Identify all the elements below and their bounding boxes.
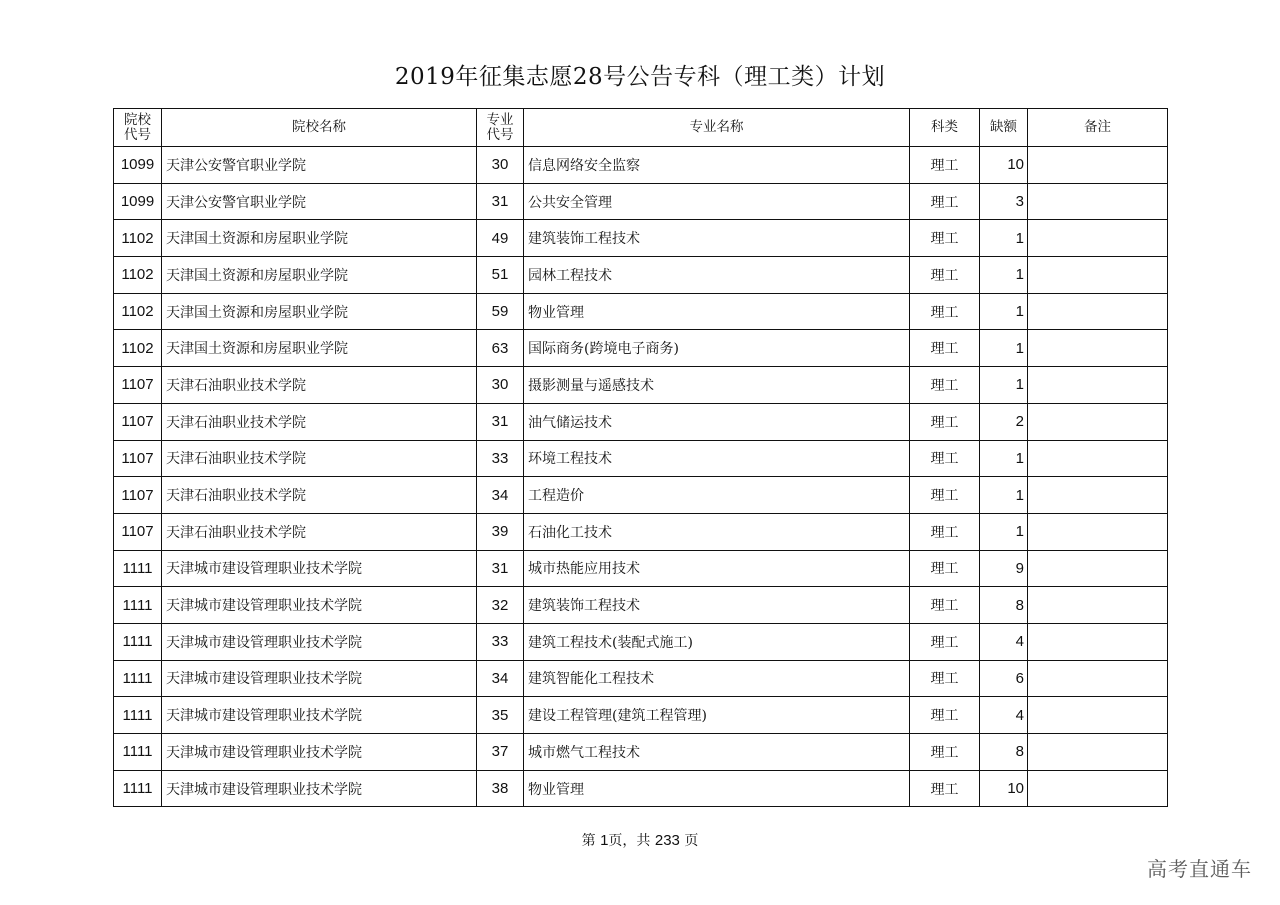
- cell-school-name: 天津国土资源和房屋职业学院: [162, 293, 477, 330]
- table-row: [114, 513, 1168, 550]
- cell-major-name: 物业管理: [524, 293, 910, 330]
- cell-major-name: 国际商务(跨境电子商务): [524, 330, 910, 367]
- table-row: [114, 623, 1168, 660]
- table-row: [114, 257, 1168, 294]
- cell-category: 理工: [910, 550, 980, 587]
- footer-suffix: 页: [684, 833, 699, 849]
- table-row: [114, 293, 1168, 330]
- cell-major-code: 35: [477, 697, 524, 734]
- cell-major-name: 建筑智能化工程技术: [524, 660, 910, 697]
- cell-school-name: 天津石油职业技术学院: [162, 513, 477, 550]
- header-major-name: 专业名称: [524, 109, 910, 147]
- cell-major-code: 30: [477, 147, 524, 184]
- cell-school-code: 1099: [114, 183, 162, 220]
- cell-major-name: 建筑装饰工程技术: [524, 220, 910, 257]
- cell-vacancy: 9: [980, 550, 1028, 587]
- cell-category: 理工: [910, 183, 980, 220]
- table-row: [114, 734, 1168, 771]
- page-title: 2019年征集志愿28号公告专科（理工类）计划: [394, 64, 886, 90]
- cell-remarks: [1028, 770, 1168, 807]
- cell-school-code: 1107: [114, 403, 162, 440]
- cell-category: 理工: [910, 367, 980, 404]
- cell-school-name: 天津城市建设管理职业技术学院: [162, 660, 477, 697]
- cell-major-code: 34: [477, 477, 524, 514]
- cell-school-name: 天津石油职业技术学院: [162, 477, 477, 514]
- cell-school-name: 天津国土资源和房屋职业学院: [162, 330, 477, 367]
- cell-category: 理工: [910, 440, 980, 477]
- table-row: [114, 587, 1168, 624]
- cell-school-name: 天津石油职业技术学院: [162, 440, 477, 477]
- cell-school-name: 天津公安警官职业学院: [162, 183, 477, 220]
- cell-major-code: 37: [477, 734, 524, 771]
- cell-school-code: 1107: [114, 477, 162, 514]
- header-school-code: [114, 109, 162, 147]
- header-remarks: 备注: [1028, 109, 1168, 147]
- cell-major-code: 59: [477, 293, 524, 330]
- table-row: [114, 440, 1168, 477]
- cell-major-name: 油气储运技术: [524, 403, 910, 440]
- cell-vacancy: 1: [980, 477, 1028, 514]
- table-row: [114, 367, 1168, 404]
- cell-major-code: 32: [477, 587, 524, 624]
- footer-middle: 页，共: [608, 833, 651, 849]
- cell-school-code: 1107: [114, 440, 162, 477]
- cell-major-code: 31: [477, 550, 524, 587]
- plan-table: [113, 108, 1168, 807]
- cell-remarks: [1028, 183, 1168, 220]
- cell-major-code: 51: [477, 257, 524, 294]
- cell-vacancy: 6: [980, 660, 1028, 697]
- table-row: [114, 550, 1168, 587]
- cell-major-name: 石油化工技术: [524, 513, 910, 550]
- cell-remarks: [1028, 587, 1168, 624]
- cell-school-name: 天津石油职业技术学院: [162, 367, 477, 404]
- cell-vacancy: 10: [980, 147, 1028, 184]
- cell-major-code: 49: [477, 220, 524, 257]
- cell-major-name: 城市热能应用技术: [524, 550, 910, 587]
- cell-school-code: 1107: [114, 367, 162, 404]
- cell-school-code: 1111: [114, 587, 162, 624]
- cell-category: 理工: [910, 330, 980, 367]
- cell-remarks: [1028, 403, 1168, 440]
- cell-school-name: 天津公安警官职业学院: [162, 147, 477, 184]
- cell-category: 理工: [910, 697, 980, 734]
- cell-vacancy: 1: [980, 513, 1028, 550]
- footer-page-number: 1: [600, 832, 609, 849]
- watermark-text: 高考直通车: [1147, 857, 1252, 881]
- page-footer: [0, 830, 1280, 850]
- cell-school-code: 1102: [114, 330, 162, 367]
- table-row: [114, 403, 1168, 440]
- cell-remarks: [1028, 147, 1168, 184]
- cell-category: 理工: [910, 257, 980, 294]
- cell-vacancy: 1: [980, 440, 1028, 477]
- cell-major-name: 公共安全管理: [524, 183, 910, 220]
- cell-school-name: 天津城市建设管理职业技术学院: [162, 770, 477, 807]
- header-vacancy: 缺额: [980, 109, 1028, 147]
- cell-school-name: 天津城市建设管理职业技术学院: [162, 550, 477, 587]
- table-row: [114, 660, 1168, 697]
- cell-major-code: 39: [477, 513, 524, 550]
- cell-major-name: 城市燃气工程技术: [524, 734, 910, 771]
- cell-remarks: [1028, 330, 1168, 367]
- table-row: [114, 183, 1168, 220]
- cell-category: 理工: [910, 293, 980, 330]
- cell-school-code: 1102: [114, 293, 162, 330]
- cell-remarks: [1028, 697, 1168, 734]
- cell-school-code: 1111: [114, 697, 162, 734]
- table-row: [114, 330, 1168, 367]
- cell-school-name: 天津城市建设管理职业技术学院: [162, 734, 477, 771]
- cell-major-code: 30: [477, 367, 524, 404]
- cell-major-name: 园林工程技术: [524, 257, 910, 294]
- cell-major-name: 物业管理: [524, 770, 910, 807]
- footer-prefix: 第: [581, 833, 596, 849]
- cell-school-name: 天津国土资源和房屋职业学院: [162, 257, 477, 294]
- cell-major-code: 31: [477, 403, 524, 440]
- cell-major-code: 33: [477, 623, 524, 660]
- header-major-code: [477, 109, 524, 147]
- cell-school-code: 1111: [114, 770, 162, 807]
- cell-school-code: 1107: [114, 513, 162, 550]
- cell-major-name: 摄影测量与遥感技术: [524, 367, 910, 404]
- cell-category: 理工: [910, 623, 980, 660]
- cell-vacancy: 8: [980, 587, 1028, 624]
- cell-category: 理工: [910, 403, 980, 440]
- cell-category: 理工: [910, 220, 980, 257]
- cell-vacancy: 1: [980, 220, 1028, 257]
- cell-vacancy: 1: [980, 367, 1028, 404]
- cell-major-name: 信息网络安全监察: [524, 147, 910, 184]
- cell-major-code: 31: [477, 183, 524, 220]
- cell-school-name: 天津城市建设管理职业技术学院: [162, 623, 477, 660]
- cell-remarks: [1028, 440, 1168, 477]
- cell-remarks: [1028, 220, 1168, 257]
- cell-vacancy: 2: [980, 403, 1028, 440]
- cell-remarks: [1028, 623, 1168, 660]
- cell-category: 理工: [910, 770, 980, 807]
- cell-remarks: [1028, 513, 1168, 550]
- cell-remarks: [1028, 550, 1168, 587]
- cell-category: 理工: [910, 734, 980, 771]
- cell-school-code: 1111: [114, 660, 162, 697]
- cell-remarks: [1028, 367, 1168, 404]
- table-row: [114, 147, 1168, 184]
- cell-category: 理工: [910, 587, 980, 624]
- cell-vacancy: 10: [980, 770, 1028, 807]
- table-body: [114, 147, 1168, 807]
- cell-school-code: 1111: [114, 734, 162, 771]
- cell-major-code: 34: [477, 660, 524, 697]
- cell-remarks: [1028, 293, 1168, 330]
- cell-remarks: [1028, 660, 1168, 697]
- cell-vacancy: 1: [980, 293, 1028, 330]
- cell-school-name: 天津城市建设管理职业技术学院: [162, 587, 477, 624]
- cell-school-code: 1102: [114, 220, 162, 257]
- cell-school-code: 1102: [114, 257, 162, 294]
- cell-school-name: 天津城市建设管理职业技术学院: [162, 697, 477, 734]
- cell-vacancy: 3: [980, 183, 1028, 220]
- footer-total-pages: 233: [654, 832, 680, 849]
- table-header: [114, 109, 1168, 147]
- cell-category: 理工: [910, 147, 980, 184]
- header-text: 专业 代号: [486, 111, 514, 143]
- cell-vacancy: 8: [980, 734, 1028, 771]
- table-row: [114, 477, 1168, 514]
- cell-vacancy: 4: [980, 623, 1028, 660]
- cell-school-code: 1111: [114, 623, 162, 660]
- cell-major-name: 建筑装饰工程技术: [524, 587, 910, 624]
- cell-school-name: 天津国土资源和房屋职业学院: [162, 220, 477, 257]
- cell-major-name: 环境工程技术: [524, 440, 910, 477]
- cell-remarks: [1028, 477, 1168, 514]
- cell-remarks: [1028, 257, 1168, 294]
- cell-major-name: 工程造价: [524, 477, 910, 514]
- table-row: [114, 770, 1168, 807]
- cell-remarks: [1028, 734, 1168, 771]
- cell-category: 理工: [910, 660, 980, 697]
- cell-category: 理工: [910, 477, 980, 514]
- cell-major-name: 建设工程管理(建筑工程管理): [524, 697, 910, 734]
- cell-vacancy: 1: [980, 330, 1028, 367]
- cell-school-code: 1111: [114, 550, 162, 587]
- header-category: 科类: [910, 109, 980, 147]
- table-row: [114, 697, 1168, 734]
- cell-school-name: 天津石油职业技术学院: [162, 403, 477, 440]
- header-school-name: 院校名称: [162, 109, 477, 147]
- cell-vacancy: 1: [980, 257, 1028, 294]
- table-row: [114, 220, 1168, 257]
- header-text: 院校 代号: [124, 111, 151, 143]
- cell-vacancy: 4: [980, 697, 1028, 734]
- cell-major-code: 33: [477, 440, 524, 477]
- cell-category: 理工: [910, 513, 980, 550]
- cell-major-name: 建筑工程技术(装配式施工): [524, 623, 910, 660]
- cell-school-code: 1099: [114, 147, 162, 184]
- cell-major-code: 38: [477, 770, 524, 807]
- cell-major-code: 63: [477, 330, 524, 367]
